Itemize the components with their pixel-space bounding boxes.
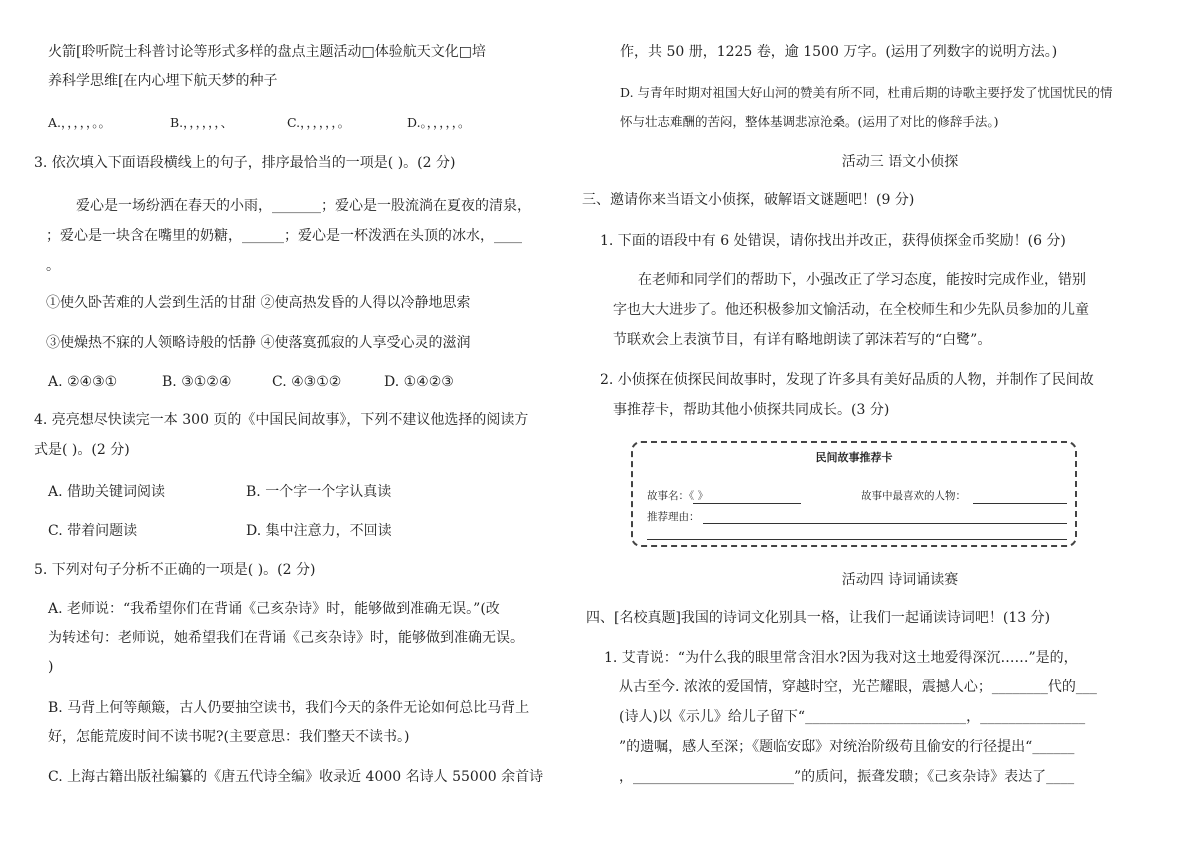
- reason-label: 推荐理由：: [647, 511, 700, 523]
- option-a: A. 老师说：“我希望你们在背诵《己亥杂诗》时，能够做到准确无误。”(改: [48, 601, 500, 617]
- recommendation-card: [631, 441, 1077, 547]
- option-c: C. 上海古籍出版社编纂的《唐五代诗全编》收录近 4000 名诗人 55000 余首诗: [48, 769, 544, 785]
- option-a: A. ②④③①: [48, 374, 118, 390]
- question-3-items: ①使久卧苦难的人尝到生活的甘甜 ②使高热发昏的人得以冷静地思索: [46, 295, 471, 311]
- reason-line[interactable]: [703, 523, 1067, 524]
- section-4-q1: 1. 艾青说：“为什么我的眼里常含泪水?因为我对这土地爱得深沉……”是的，: [604, 650, 1078, 666]
- option-c: C. 带着问题读: [48, 523, 138, 539]
- question-3-passage: 爱心是一场纷洒在春天的小雨，_______；爱心是一股流淌在夏夜的清泉，: [76, 198, 531, 214]
- text-line: 火箭[聆听院士科普讨论等形式多样的盘点主题活动□体验航天文化□培: [48, 44, 486, 60]
- activity-3-title: 活动三 语文小侦探: [841, 154, 959, 170]
- error-passage: 节联欢会上表演节目，有详有略地朗读了郭沫若写的“白鹭”。: [613, 332, 992, 348]
- error-passage: 字也大大进步了。他还积极参加文愉活动，在全校师生和少先队员参加的儿童: [613, 302, 1089, 318]
- option-d: D. ①④②③: [384, 374, 454, 390]
- section-3-q2: 事推荐卡，帮助其他小侦探共同成长。(3 分): [613, 402, 890, 418]
- option-b: 好，怎能荒废时间不读书呢?(主要意思：我们整天不读书。): [48, 729, 410, 745]
- activity-4-title: 活动四 诗词诵读赛: [841, 572, 959, 588]
- question-5: 5. 下列对句子分析不正确的一项是( )。(2 分): [34, 562, 316, 578]
- option-a: A. 借助关键词阅读: [48, 484, 166, 500]
- error-passage: 在老师和同学们的帮助下，小强改正了学习态度，能按时完成作业，错别: [638, 272, 1086, 288]
- text-line: 养科学思维[在内心埋下航天梦的种子: [48, 73, 278, 89]
- section-4-q1: ”的遗嘱，感人至深；《题临安邸》对统治阶级苟且偷安的行径提出“______: [619, 739, 1075, 755]
- section-4-q1: 从古至今. 浓浓的爱国情，穿越时空，光芒耀眼，震撼人心；________代的___: [619, 679, 1097, 695]
- option-d: 怀与壮志难酬的苦闷，整体基调悲凉沧桑。(运用了对比的修辞手法。): [620, 114, 999, 129]
- section-3-q1: 1. 下面的语段中有 6 处错误，请你找出并改正，获得侦探金币奖励！(6 分): [600, 233, 1066, 249]
- option-c: C.，，，，，，。: [287, 115, 351, 130]
- card-title: 民间故事推荐卡: [815, 451, 893, 464]
- section-3-q2: 2. 小侦探在侦探民间故事时，发现了许多具有美好品质的人物，并制作了民间故: [600, 372, 1094, 388]
- question-3-passage: 。: [46, 258, 60, 274]
- question-3-items: ③使燥热不寐的人领略诗般的恬静 ④使落寞孤寂的人享受心灵的滋润: [46, 335, 471, 351]
- option-d: D.。，，，，，。: [407, 115, 471, 130]
- option-c: C. ④③①②: [272, 374, 342, 390]
- option-d: D. 与青年时期对祖国大好山河的赞美有所不同，杜甫后期的诗歌主要抒发了忧国忧民的情: [620, 85, 1113, 100]
- question-4: 式是( )。(2 分): [34, 442, 130, 458]
- favorite-character-label: 故事中最喜欢的人物：: [861, 490, 966, 502]
- option-b: B. ③①②④: [162, 374, 232, 390]
- option-b: B.，，，，，，、: [170, 115, 234, 130]
- section-3-heading: 三、邀请你来当语文小侦探，破解语文谜题吧！(9 分): [582, 192, 915, 208]
- option-a: A.，，，，，。。: [48, 115, 112, 130]
- story-name-label: 故事名：《 》: [647, 490, 709, 502]
- question-4: 4. 亮亮想尽快读完一本 300 页的《中国民间故事》，下列不建议他选择的阅读方: [34, 412, 529, 428]
- option-a: ): [48, 659, 54, 675]
- section-4-heading: 四、[名校真题]我国的诗词文化别具一格，让我们一起诵读诗词吧！(13 分): [586, 610, 1051, 626]
- reason-line[interactable]: [647, 539, 1067, 540]
- option-b: B. 一个字一个字认真读: [246, 484, 392, 500]
- section-4-q1: ，_______________________”的质问，振聋发聩；《己亥杂诗》表达了____: [619, 769, 1075, 785]
- question-3-passage: ；爱心是一块含在嘴里的奶糖，______；爱心是一杯泼洒在头顶的冰水，____: [46, 228, 522, 244]
- section-4-q1: (诗人)以《示儿》给儿子留下“_______________________，_______________: [619, 709, 1086, 725]
- favorite-character-line[interactable]: [973, 503, 1067, 504]
- option-d: D. 集中注意力，不回读: [246, 523, 392, 539]
- option-b: B. 马背上何等颠簸，古人仍要抽空读书，我们今天的条件无论如何总比马背上: [48, 700, 530, 716]
- option-c-continued: 作，共 50 册，1225 卷，逾 1500 万字。(运用了列数字的说明方法。): [620, 44, 1058, 60]
- option-a: 为转述句：老师说，她希望我们在背诵《己亥杂诗》时，能够做到准确无误。: [48, 630, 524, 646]
- story-name-line[interactable]: [693, 503, 801, 504]
- question-3: 3. 依次填入下面语段横线上的句子，排序最恰当的一项是( )。(2 分): [34, 155, 456, 171]
